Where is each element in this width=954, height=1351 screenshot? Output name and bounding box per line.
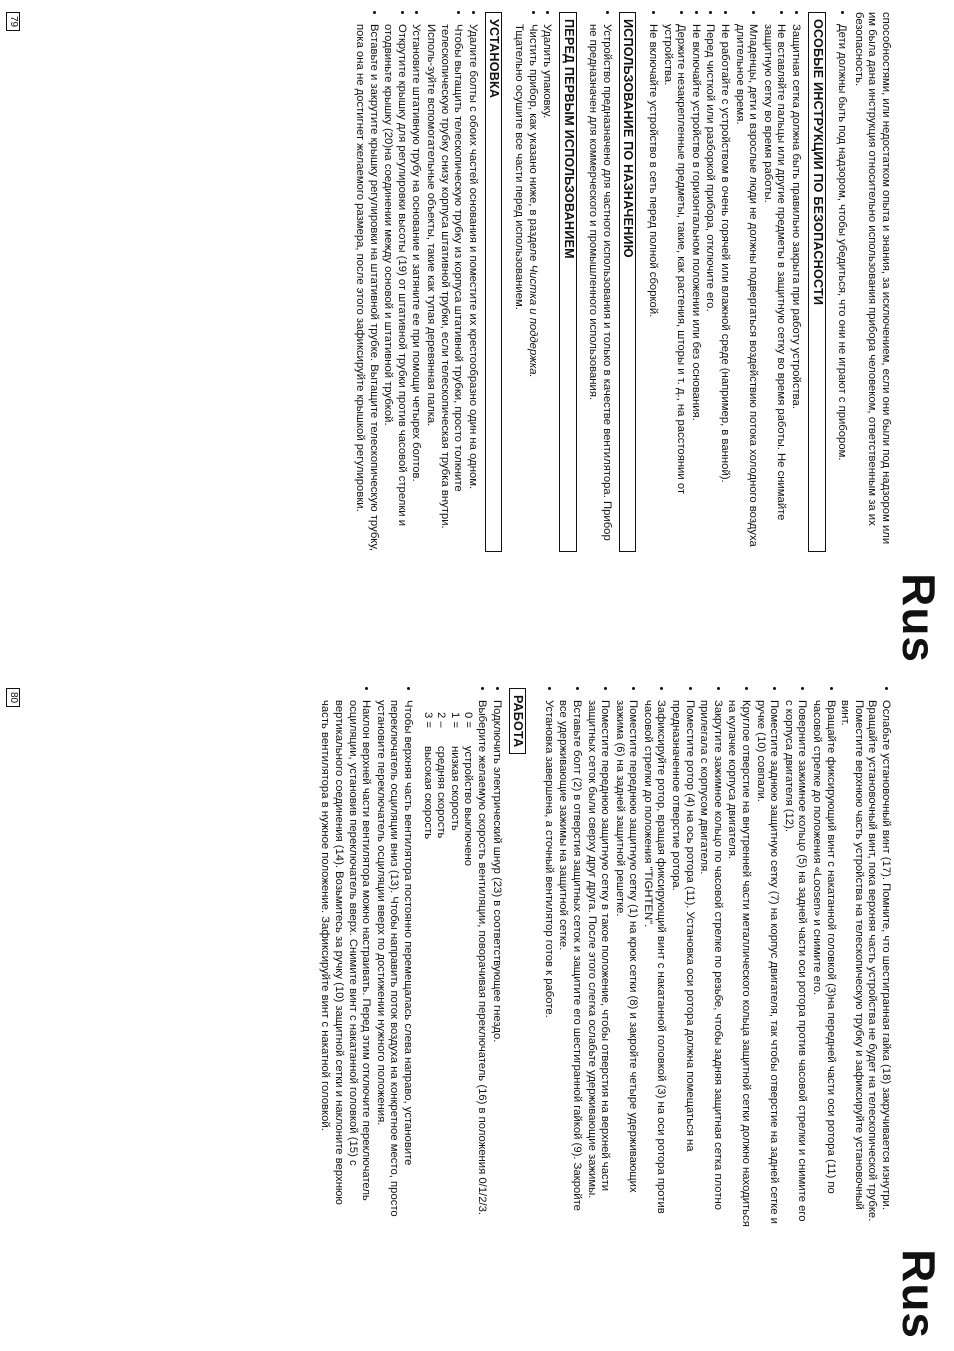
assembly-item: • Ослабьте установочный винт (17). Помните, что шестигранная гайка (18) закручивается изнутри. Вращайте установочный винт, пока верхняя часть устройства не будет на телескопической трубке. Поместите верхнюю часть устройства на телескопическую трубку и зафиксируйте установочный винт. xyxy=(838,700,892,1228)
installation-heading: УСТАНОВКА xyxy=(485,12,503,552)
assembly-item: • Поместите переднюю защитную сетку в такое положение, чтобы отверстия на верхней части защитных сеток были сверху друг друга. После этого слегка ослабьте удерживающие зажимы. xyxy=(584,700,611,1228)
installation-item: • Удалите болты с обоих частей основания и поместите их крестообразно один на одном. xyxy=(465,24,479,552)
page-79 xyxy=(0,0,954,675)
operation-item: • Подключить электрический шнур (23) в соответствующее гнездо. xyxy=(489,700,503,1228)
intro-bullet: • Дети должны быть под надзором, чтобы убедиться, что они не играют с прибором. xyxy=(835,24,849,552)
page-79-column xyxy=(346,12,892,552)
operation-item: • Наклон верхней части вентилятора можно настраивать. Перед этим отключите переключатель осциляции, установив переключатель вверх. Снимите винт с накатанной головкой (15) с вертикального соединения (14). Возьмитесь за ручку (10) защитной сетки и наклоните верхнюю часть вентилятора в нужное положение. Зафиксируйте винт с накатной головкой. xyxy=(318,700,372,1228)
assembly-item: • Поместите переднюю защитную сетку (1) на крюк сетки (8) и закройте четыре удерживающих зажима (6) на задней защитной решетке. xyxy=(612,700,639,1228)
page-number: 80 xyxy=(6,688,20,707)
first-use-heading: ПЕРЕД ПЕРВЫМ ИСПОЛЬЗОВАНИЕМ xyxy=(559,12,577,552)
intro-paragraph: способностями, или недостатком опыта и знания, за исключением, если они были под надзором или им была дана инструкция относительно использования прибора человеком, ответственным за их безопасность. xyxy=(852,12,892,545)
assembly-item: • Закрутите зажимное кольцо по часовой стрелке по резьбе, чтобы задняя защитная сетка плотно прилегала с корпусом двигателя. xyxy=(697,700,724,1228)
installation-item: • Чтобы вытащить телескопическую трубку из корпуса штативной трубки, просто толкните телескопическую трубку снизу корпуса штативной трубки, если телескопическая трубка внутри. Исполь-зуйте вспомогательные объекты, такие как тупая деревянная палка. xyxy=(423,24,464,552)
safety-item: • Держите незакрепленные предметы, такие, как растения, шторы и т. д., на расстоянии от устройства. xyxy=(660,24,687,552)
language-label: Rus xyxy=(893,1249,945,1339)
assembly-item: • Зафиксируйте ротор, вращая фиксирующий винт с накатанной головкой (3) на оси ротора против часовой стрелки до положения "TIGHTEN". xyxy=(640,700,667,1228)
safety-heading: ОСОБЫЕ ИНСТРУКЦИИ ПО БЕЗОПАСНОСТИ xyxy=(808,12,826,552)
assembly-item: • Поместите ротор (4) на ось ротора (11). Установка оси ротора должна помещаться на предназначенное отверстие ротора. xyxy=(669,700,696,1228)
first-use-item: • Чистить прибор, как указано ниже, в разделе Чистка и поддержка. Тщательно осушите все части перед использованием. xyxy=(511,24,538,552)
first-use-item: • Удалить упаковку. xyxy=(540,24,554,552)
safety-item: • Не включайте устройство в сеть перед полной сборкой. xyxy=(646,24,660,552)
safety-item: • Не включайте устройство в горизонтальном положении или без основания. xyxy=(688,24,702,552)
page-80-column xyxy=(312,688,892,1228)
safety-item: • Защитная сетка должна быть правильно закрыта при работу устройства. xyxy=(788,24,802,552)
safety-list xyxy=(646,12,803,552)
speed-row: 0 = устройство выключено xyxy=(462,712,475,867)
speed-row: 1 = низкая скорость xyxy=(448,712,461,831)
assembly-item: • Поверните зажимное кольцо (5) на задней части оси ротора против часовой стрелки и снимите его с корпуса двигателя (12). xyxy=(781,700,808,1228)
operation-item: • Чтобы верхняя часть вентилятора постоянно перемещалась слева направо, установите переключатель осциляции вниз (13). Чтобы направить поток воздуха на конкретное место, просто установите переключатель осциляции вверх по достижении нужного положения. xyxy=(373,700,414,1228)
installation-item: • Открутите крышку для регулировки высоты (19) от штативной трубки против часовой стрелки и отодвиньте крышку (20)на соединении между основой и штативной трубкой. xyxy=(381,24,408,552)
assembly-list xyxy=(541,688,892,1228)
installation-item: • Установите штативную трубу на основание и затяните ее при помощи четырех болтов. xyxy=(409,24,423,552)
assembly-item: • Поместите заднюю защитную сетку (7) на корпус двигателя, так чтобы отверстие на задней сетке и ручке (10) совпали. xyxy=(753,700,780,1228)
operation-item: • Выберите желаемую скорость вентиляции, поворачивая переключатель (16) в положения 0/1/2/3. 0 = устройство выключено 1 = низкая скорость 2 – средняя скорость 3 = высокая скорость xyxy=(420,700,488,1228)
assembly-item: • Круглое отверстие на внутренней части металлического кольца защитной сетки должно находиться на кулачке корпуса двигателя. xyxy=(725,700,752,1228)
assembly-item: • Вращайте фиксирующий винт с накатанной головкой (3)на передней части оси ротора (11) по часовой стрелке до положения «Loosen» и снимите его. xyxy=(809,700,836,1228)
operation-heading: РАБОТА xyxy=(509,688,527,754)
page-number: 79 xyxy=(6,12,20,31)
intended-use-item: • Устройство предназначено для частного использования и только в качестве вентилятора. Прибор не предназначен для коммерческого и промышленного использования. xyxy=(586,24,613,552)
installation-item: • Вставьте и закрутите крышку регулировки на штативной трубке. Вытащите телескопическую трубку, пока она не достигнет желаемого размера, после этого зафиксируйте крышкой регулировки. xyxy=(352,24,379,552)
safety-item: • Перед чисткой или разборкой прибора, отключите его. xyxy=(703,24,717,552)
cleaning-section-ref: Чистка и поддержка. xyxy=(526,264,539,378)
installation-list xyxy=(352,12,478,552)
intended-use-heading: ИСПОЛЬЗОВАНИЕ ПО НАЗНАЧЕНИЮ xyxy=(619,12,637,552)
assembly-item: • Вставьте болт (2) в отверстия защитных сеток и защитите его шестигранной гайкой (9). Закройте все удерживающие зажимы на защитной сетке. xyxy=(556,700,583,1228)
operation-list xyxy=(318,688,503,1228)
first-use-list xyxy=(511,12,553,552)
assembly-item: • Установка завершена, а сточный вентилятор готов к работе. xyxy=(541,700,555,1228)
safety-item: • Не работайте с устройством в очень горячей или влажной среде (например, в ванной). xyxy=(717,24,731,552)
safety-item: • Младенцы, дети и взрослые люди не должны подвергаться воздействию потока холодного воздуха длительное время. xyxy=(732,24,759,552)
speed-list xyxy=(420,700,474,1228)
speed-row: 2 – средняя скорость xyxy=(435,712,448,839)
page-80 xyxy=(0,676,954,1351)
speed-row: 3 = высокая скорость xyxy=(421,712,434,840)
intended-use-list xyxy=(586,12,613,552)
safety-item: • Не вставляйте пальцы или другие предметы в защитную сетку во время работы. Не снимайте защитную сетку во время работы. xyxy=(760,24,787,552)
language-label: Rus xyxy=(893,573,945,663)
